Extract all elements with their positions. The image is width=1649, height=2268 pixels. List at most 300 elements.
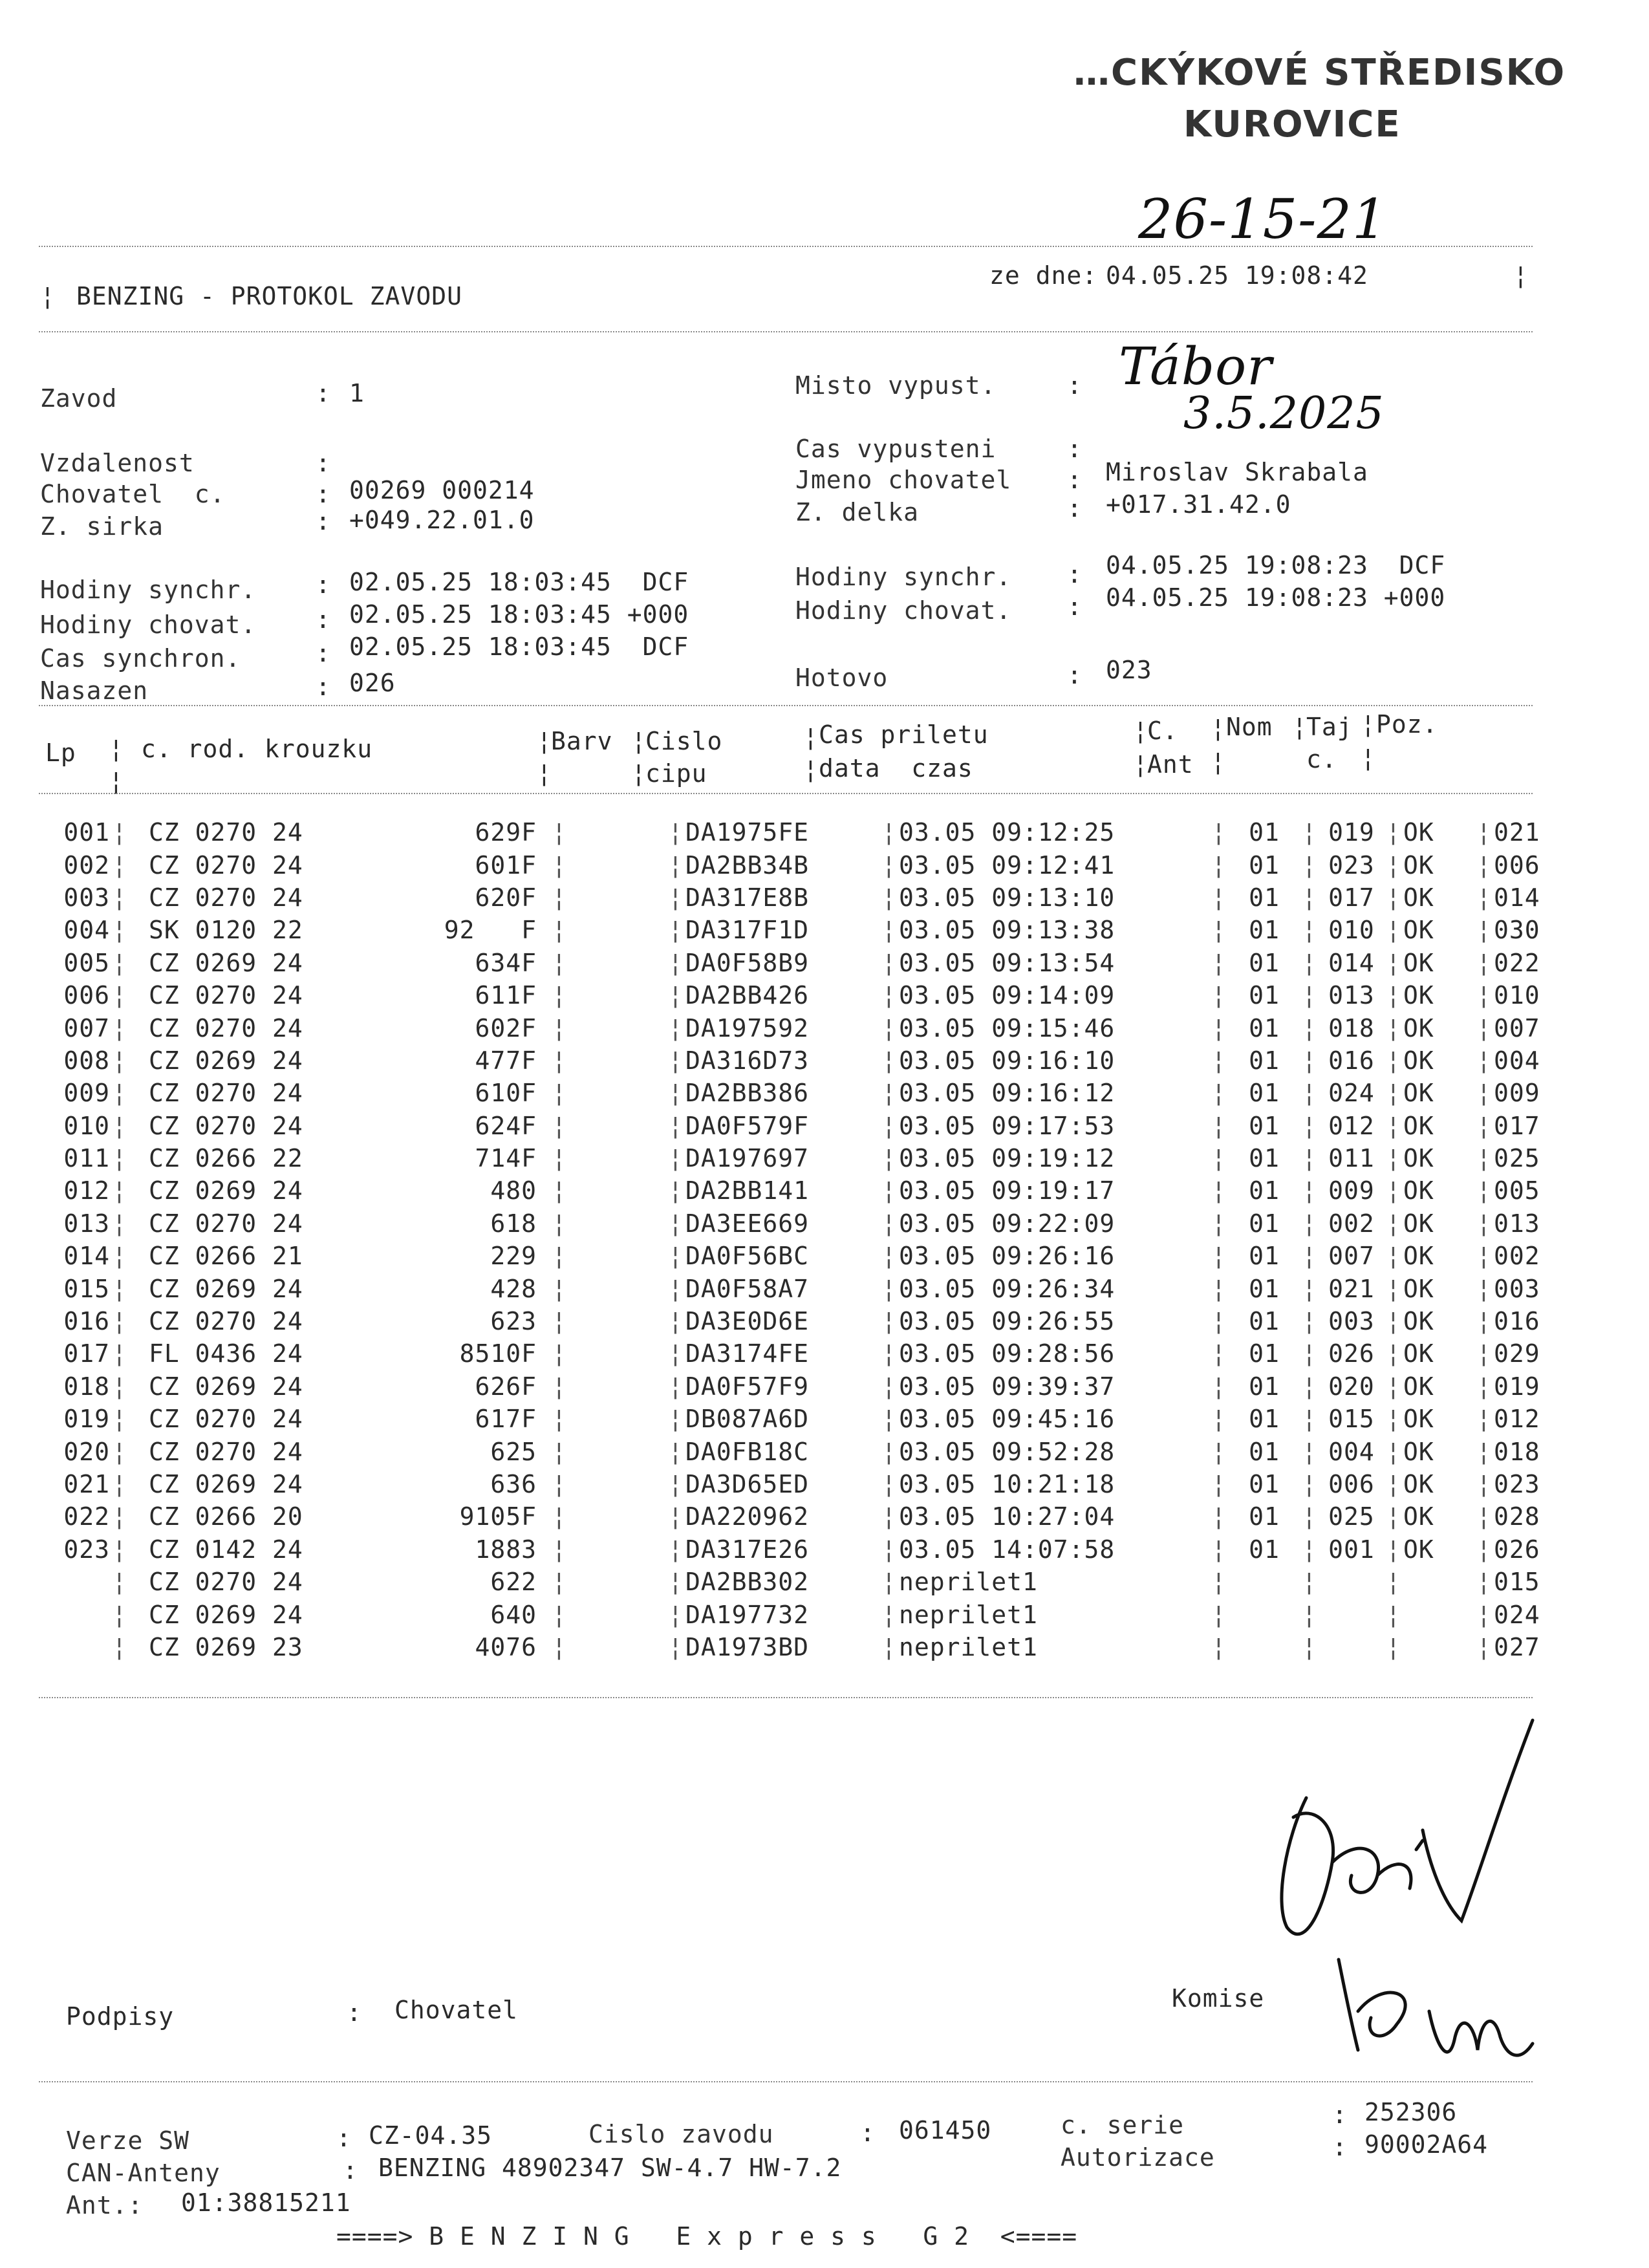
row-ring-cell bbox=[129, 1174, 550, 1207]
row-ant: 01 bbox=[1249, 1405, 1280, 1434]
row-sep: ¦ bbox=[1476, 1144, 1492, 1173]
row-barv bbox=[569, 1110, 666, 1142]
jmeno-value: Miroslav Skrabala bbox=[1106, 458, 1368, 486]
row-sep: ¦ bbox=[552, 1632, 567, 1661]
vzdalenost-label: Vzdalenost bbox=[40, 449, 195, 477]
row-chip: DA1975FE bbox=[685, 818, 810, 847]
row-chip: DA2BB141 bbox=[685, 1176, 810, 1205]
row-barv bbox=[569, 1500, 666, 1533]
colon: : bbox=[1067, 466, 1083, 494]
row-sep: ¦ bbox=[1211, 1274, 1227, 1303]
row-ring-number: 9105F bbox=[459, 1502, 537, 1531]
komise-label: Komise bbox=[1172, 1984, 1265, 2013]
row-sep: ¦ bbox=[112, 1502, 127, 1531]
row-sep: ¦ bbox=[668, 1274, 684, 1303]
row-ring: CZ 0270 24 bbox=[149, 1111, 303, 1140]
row-lp: 008 bbox=[63, 1046, 110, 1075]
row-sep: ¦ bbox=[552, 1079, 567, 1108]
row-ring-number: 624F bbox=[475, 1111, 537, 1140]
row-sep: ¦ bbox=[1386, 1274, 1401, 1303]
row-ring-cell bbox=[129, 881, 550, 914]
row-ring: CZ 0270 24 bbox=[149, 1209, 303, 1238]
row-barv bbox=[569, 1207, 666, 1240]
row-sep: ¦ bbox=[552, 1405, 567, 1434]
row-chip: DA0FB18C bbox=[685, 1437, 810, 1466]
row-sep: ¦ bbox=[1211, 1339, 1227, 1368]
row-sep: ¦ bbox=[1302, 1046, 1317, 1075]
row-barv bbox=[569, 947, 666, 979]
hodiny-chovat2-value: 04.05.25 19:08:23 +000 bbox=[1106, 583, 1446, 612]
row-lp: 009 bbox=[63, 1079, 110, 1108]
row-sep: ¦ bbox=[1211, 1372, 1227, 1401]
row-sep: ¦ bbox=[881, 1176, 897, 1205]
row-sep: ¦ bbox=[1211, 850, 1227, 880]
row-poz: 009 bbox=[1494, 1079, 1540, 1108]
row-lp: 004 bbox=[63, 916, 110, 945]
row-ant bbox=[1229, 1631, 1300, 1663]
row-time: 03.05 09:52:28 bbox=[899, 1437, 1116, 1466]
col-sep: ¦ bbox=[109, 735, 124, 763]
table-row bbox=[13, 1110, 1565, 1142]
row-ant: 01 bbox=[1249, 1372, 1280, 1401]
row-sep: ¦ bbox=[668, 883, 684, 912]
col-sep: ¦ bbox=[1361, 710, 1376, 739]
col-sep: ¦ bbox=[109, 767, 124, 795]
row-barv bbox=[569, 816, 666, 848]
row-ring-cell bbox=[129, 848, 550, 881]
serie-value: 252306 bbox=[1364, 2098, 1458, 2126]
row-chip: DA220962 bbox=[685, 1502, 810, 1531]
row-sep: ¦ bbox=[1386, 1046, 1401, 1075]
row-sep: ¦ bbox=[881, 850, 897, 880]
jmeno-label: Jmeno chovatel bbox=[795, 466, 1012, 494]
row-sep: ¦ bbox=[112, 981, 127, 1010]
cas-vypusteni-label: Cas vypusteni bbox=[795, 435, 997, 463]
row-time: 03.05 09:13:54 bbox=[899, 948, 1116, 977]
row-nom: 001 bbox=[1328, 1535, 1375, 1564]
row-sep: ¦ bbox=[552, 818, 567, 847]
row-sep: ¦ bbox=[1211, 981, 1227, 1010]
cislo-zavodu-value: 061450 bbox=[899, 2116, 992, 2144]
col-ant1: C. bbox=[1147, 717, 1178, 745]
row-sep: ¦ bbox=[1302, 1405, 1317, 1434]
row-poz: 019 bbox=[1494, 1372, 1540, 1401]
row-sep: ¦ bbox=[668, 818, 684, 847]
row-sep: ¦ bbox=[1211, 1307, 1227, 1336]
table-row bbox=[13, 1240, 1565, 1272]
row-sep: ¦ bbox=[1386, 1372, 1401, 1401]
hodiny-chovat2-label: Hodiny chovat. bbox=[795, 596, 1012, 625]
row-sep: ¦ bbox=[1211, 1176, 1227, 1205]
row-ring-number: 626F bbox=[475, 1372, 537, 1401]
row-sep: ¦ bbox=[881, 1079, 897, 1108]
col-ring: c. rod. krouzku bbox=[141, 735, 373, 763]
row-barv bbox=[569, 848, 666, 881]
row-sep: ¦ bbox=[112, 1013, 127, 1042]
brand-line: ====> B E N Z I N G E x p r e s s G 2 <==== bbox=[336, 2222, 1078, 2251]
row-time: neprilet1 bbox=[899, 1568, 1038, 1597]
row-ring-number: 610F bbox=[475, 1079, 537, 1108]
row-taj: OK bbox=[1403, 1405, 1434, 1434]
row-nom: 013 bbox=[1328, 981, 1375, 1010]
row-sep: ¦ bbox=[1302, 1274, 1317, 1303]
row-sep: ¦ bbox=[668, 948, 684, 977]
row-sep: ¦ bbox=[112, 916, 127, 945]
row-sep: ¦ bbox=[1476, 1079, 1492, 1108]
row-ring-cell bbox=[129, 914, 550, 946]
row-lp: 023 bbox=[63, 1535, 110, 1564]
row-ring: CZ 0269 24 bbox=[149, 948, 303, 977]
signature-chovatel-image bbox=[1267, 1707, 1578, 1979]
hodiny-chovat-label: Hodiny chovat. bbox=[40, 610, 257, 639]
row-chip: DA197697 bbox=[685, 1144, 810, 1173]
row-time: 03.05 09:26:55 bbox=[899, 1307, 1116, 1336]
row-taj: OK bbox=[1403, 1209, 1434, 1238]
row-sep: ¦ bbox=[668, 1339, 684, 1368]
col-sep: ¦ bbox=[1133, 750, 1148, 779]
row-ant: 01 bbox=[1249, 981, 1280, 1010]
row-chip: DA0F56BC bbox=[685, 1242, 810, 1271]
row-time: neprilet1 bbox=[899, 1632, 1038, 1661]
row-ring: CZ 0270 24 bbox=[149, 1568, 303, 1597]
row-ring-cell bbox=[129, 1631, 550, 1663]
row-lp: 013 bbox=[63, 1209, 110, 1238]
row-sep: ¦ bbox=[1476, 1405, 1492, 1434]
col-sep: ¦ bbox=[631, 759, 647, 788]
row-ring: CZ 0270 24 bbox=[149, 981, 303, 1010]
row-ring-cell bbox=[129, 816, 550, 848]
row-nom: 007 bbox=[1328, 1242, 1375, 1271]
row-sep: ¦ bbox=[1211, 1079, 1227, 1108]
row-sep: ¦ bbox=[1476, 1372, 1492, 1401]
row-sep: ¦ bbox=[1302, 1144, 1317, 1173]
row-time: 03.05 09:26:16 bbox=[899, 1242, 1116, 1271]
row-nom: 019 bbox=[1328, 818, 1375, 847]
row-time: 03.05 09:19:12 bbox=[899, 1144, 1116, 1173]
row-sep: ¦ bbox=[1476, 1437, 1492, 1466]
row-ring-cell bbox=[129, 1240, 550, 1272]
hodiny-synchr-value: 02.05.25 18:03:45 DCF bbox=[349, 568, 689, 596]
row-sep: ¦ bbox=[1476, 1307, 1492, 1336]
row-sep: ¦ bbox=[1476, 1535, 1492, 1564]
colon: : bbox=[336, 2124, 352, 2152]
misto-value-handwritten: Tábor bbox=[1119, 336, 1273, 396]
row-sep: ¦ bbox=[552, 1307, 567, 1336]
table-row bbox=[13, 979, 1565, 1011]
colon: : bbox=[1332, 2133, 1348, 2161]
row-sep: ¦ bbox=[1302, 1600, 1317, 1629]
row-ring: CZ 0270 24 bbox=[149, 1079, 303, 1108]
row-ring: CZ 0270 24 bbox=[149, 883, 303, 912]
row-nom: 024 bbox=[1328, 1079, 1375, 1108]
table-row bbox=[13, 1044, 1565, 1077]
row-sep: ¦ bbox=[1386, 1470, 1401, 1498]
row-chip: DA1973BD bbox=[685, 1632, 810, 1661]
row-sep: ¦ bbox=[881, 1405, 897, 1434]
row-sep: ¦ bbox=[1476, 1176, 1492, 1205]
row-sep: ¦ bbox=[552, 1046, 567, 1075]
row-sep: ¦ bbox=[1302, 1307, 1317, 1336]
row-sep: ¦ bbox=[552, 1209, 567, 1238]
row-sep: ¦ bbox=[668, 1568, 684, 1597]
row-taj: OK bbox=[1403, 818, 1434, 847]
row-ring: CZ 0266 20 bbox=[149, 1502, 303, 1531]
row-chip: DA2BB426 bbox=[685, 981, 810, 1010]
row-sep: ¦ bbox=[1302, 1079, 1317, 1108]
row-ring-cell bbox=[129, 1011, 550, 1044]
row-time: 03.05 10:21:18 bbox=[899, 1470, 1116, 1498]
row-ring: FL 0436 24 bbox=[149, 1339, 303, 1368]
autorizace-value: 90002A64 bbox=[1364, 2130, 1489, 2159]
row-ring: CZ 0142 24 bbox=[149, 1535, 303, 1564]
row-ring-cell bbox=[129, 1468, 550, 1500]
chovatel-value: 00269 000214 bbox=[349, 476, 535, 504]
row-sep: ¦ bbox=[1302, 1437, 1317, 1466]
row-chip: DA3174FE bbox=[685, 1339, 810, 1368]
row-ring-cell bbox=[129, 1142, 550, 1174]
col-ant2: Ant bbox=[1147, 750, 1194, 779]
col-sep: ¦ bbox=[1361, 744, 1376, 772]
row-sep: ¦ bbox=[112, 1046, 127, 1075]
row-chip: DB087A6D bbox=[685, 1405, 810, 1434]
row-sep: ¦ bbox=[1302, 1502, 1317, 1531]
row-sep: ¦ bbox=[1211, 1242, 1227, 1271]
row-ring-cell bbox=[129, 1598, 550, 1630]
table-row bbox=[13, 816, 1565, 848]
row-sep: ¦ bbox=[1302, 1372, 1317, 1401]
row-barv bbox=[569, 1044, 666, 1077]
row-sep: ¦ bbox=[112, 1535, 127, 1564]
row-sep: ¦ bbox=[881, 981, 897, 1010]
row-sep: ¦ bbox=[881, 1209, 897, 1238]
row-sep: ¦ bbox=[1302, 1339, 1317, 1368]
row-ant: 01 bbox=[1249, 1274, 1280, 1303]
row-sep: ¦ bbox=[881, 818, 897, 847]
row-ant bbox=[1229, 1598, 1300, 1630]
date-value: 04.05.25 19:08:42 bbox=[1106, 261, 1368, 290]
col-sep: ¦ bbox=[1133, 717, 1148, 745]
colon: : bbox=[1067, 435, 1083, 463]
row-taj: OK bbox=[1403, 1013, 1434, 1042]
row-chip: DA0F58A7 bbox=[685, 1274, 810, 1303]
chovatel-label: Chovatel c. bbox=[40, 480, 226, 508]
row-sep: ¦ bbox=[112, 850, 127, 880]
row-sep: ¦ bbox=[881, 1568, 897, 1597]
row-sep: ¦ bbox=[881, 916, 897, 945]
row-sep: ¦ bbox=[668, 1502, 684, 1531]
table-row bbox=[13, 1174, 1565, 1207]
row-ring-number: 623 bbox=[490, 1307, 537, 1336]
row-ring-number: 617F bbox=[475, 1405, 537, 1434]
row-time: 03.05 09:45:16 bbox=[899, 1405, 1116, 1434]
row-sep: ¦ bbox=[1476, 916, 1492, 945]
col-lp: Lp bbox=[45, 739, 76, 767]
row-ant: 01 bbox=[1249, 948, 1280, 977]
row-taj: OK bbox=[1403, 1079, 1434, 1108]
row-sep: ¦ bbox=[881, 1600, 897, 1629]
row-ring-number: 480 bbox=[490, 1176, 537, 1205]
row-sep: ¦ bbox=[881, 1632, 897, 1661]
row-sep: ¦ bbox=[1476, 1632, 1492, 1661]
row-chip: DA197592 bbox=[685, 1013, 810, 1042]
hodiny-synchr2-value: 04.05.25 19:08:23 DCF bbox=[1106, 551, 1446, 579]
row-ant: 01 bbox=[1249, 1535, 1280, 1564]
row-sep: ¦ bbox=[1386, 1568, 1401, 1597]
row-nom: 020 bbox=[1328, 1372, 1375, 1401]
colon: : bbox=[316, 507, 331, 535]
row-nom: 015 bbox=[1328, 1405, 1375, 1434]
row-ring-cell bbox=[129, 1566, 550, 1598]
row-ring-number: 625 bbox=[490, 1437, 537, 1466]
row-ring-number: 629F bbox=[475, 818, 537, 847]
row-poz: 005 bbox=[1494, 1176, 1540, 1205]
row-sep: ¦ bbox=[552, 1535, 567, 1564]
row-poz: 013 bbox=[1494, 1209, 1540, 1238]
row-chip: DA2BB302 bbox=[685, 1568, 810, 1597]
row-sep: ¦ bbox=[112, 1176, 127, 1205]
hotovo-label: Hotovo bbox=[795, 664, 889, 692]
row-time: 03.05 09:28:56 bbox=[899, 1339, 1116, 1368]
row-sep: ¦ bbox=[552, 850, 567, 880]
row-sep: ¦ bbox=[881, 1274, 897, 1303]
row-sep: ¦ bbox=[112, 1568, 127, 1597]
row-chip: DA0F57F9 bbox=[685, 1372, 810, 1401]
row-ring-number: 636 bbox=[490, 1470, 537, 1498]
row-sep: ¦ bbox=[552, 1502, 567, 1531]
row-sep: ¦ bbox=[1386, 1339, 1401, 1368]
row-nom: 004 bbox=[1328, 1437, 1375, 1466]
row-nom bbox=[1319, 1598, 1384, 1630]
row-sep: ¦ bbox=[1302, 850, 1317, 880]
row-sep: ¦ bbox=[1302, 981, 1317, 1010]
row-sep: ¦ bbox=[1386, 1242, 1401, 1271]
row-sep: ¦ bbox=[1476, 1013, 1492, 1042]
row-poz: 016 bbox=[1494, 1307, 1540, 1336]
table-row bbox=[13, 1533, 1565, 1566]
row-ring-number: 634F bbox=[475, 948, 537, 977]
colon: : bbox=[1067, 661, 1083, 689]
col-sep: ¦ bbox=[631, 727, 647, 755]
misto-label: Misto vypust. bbox=[795, 371, 997, 400]
row-sep: ¦ bbox=[1476, 1339, 1492, 1368]
can-anteny-label: CAN-Anteny bbox=[66, 2159, 221, 2187]
row-sep: ¦ bbox=[668, 1600, 684, 1629]
row-sep: ¦ bbox=[1386, 916, 1401, 945]
row-nom bbox=[1319, 1566, 1384, 1598]
row-time: 03.05 09:26:34 bbox=[899, 1274, 1116, 1303]
row-taj: OK bbox=[1403, 1307, 1434, 1336]
row-sep: ¦ bbox=[1386, 1437, 1401, 1466]
protocol-title: BENZING - PROTOKOL ZAVODU bbox=[76, 282, 462, 310]
row-sep: ¦ bbox=[1476, 850, 1492, 880]
row-sep: ¦ bbox=[1476, 1209, 1492, 1238]
row-lp: 005 bbox=[63, 948, 110, 977]
row-sep: ¦ bbox=[668, 1176, 684, 1205]
row-taj bbox=[1403, 1598, 1474, 1630]
divider bbox=[39, 705, 1533, 706]
row-sep: ¦ bbox=[1476, 1046, 1492, 1075]
row-sep: ¦ bbox=[112, 818, 127, 847]
row-poz: 028 bbox=[1494, 1502, 1540, 1531]
row-ant: 01 bbox=[1249, 1144, 1280, 1173]
row-sep: ¦ bbox=[1476, 1111, 1492, 1140]
zsirka-value: +049.22.01.0 bbox=[349, 506, 535, 534]
row-barv bbox=[569, 1370, 666, 1403]
row-chip: DA317E8B bbox=[685, 883, 810, 912]
row-poz: 025 bbox=[1494, 1144, 1540, 1173]
row-sep: ¦ bbox=[881, 1372, 897, 1401]
row-taj: OK bbox=[1403, 1470, 1434, 1498]
row-ring: CZ 0270 24 bbox=[149, 1437, 303, 1466]
row-sep: ¦ bbox=[668, 1470, 684, 1498]
row-sep: ¦ bbox=[112, 948, 127, 977]
row-taj: OK bbox=[1403, 850, 1434, 880]
row-taj: OK bbox=[1403, 1144, 1434, 1173]
col-sep: ¦ bbox=[537, 759, 552, 788]
row-sep: ¦ bbox=[668, 1372, 684, 1401]
row-sep: ¦ bbox=[1302, 883, 1317, 912]
row-poz: 012 bbox=[1494, 1405, 1540, 1434]
row-taj: OK bbox=[1403, 1535, 1434, 1564]
row-sep: ¦ bbox=[1302, 1632, 1317, 1661]
row-nom: 014 bbox=[1328, 948, 1375, 977]
row-sep: ¦ bbox=[668, 1632, 684, 1661]
row-ant: 01 bbox=[1249, 883, 1280, 912]
row-ant: 01 bbox=[1249, 1437, 1280, 1466]
row-chip: DA317E26 bbox=[685, 1535, 810, 1564]
row-sep: ¦ bbox=[1211, 818, 1227, 847]
row-sep: ¦ bbox=[881, 1339, 897, 1368]
divider bbox=[39, 246, 1533, 247]
row-poz: 027 bbox=[1494, 1632, 1540, 1661]
row-sep: ¦ bbox=[552, 1470, 567, 1498]
col-poz: Poz. bbox=[1376, 710, 1438, 739]
row-sep: ¦ bbox=[1302, 1470, 1317, 1498]
row-ant: 01 bbox=[1249, 1502, 1280, 1531]
ant-label: Ant.: bbox=[66, 2191, 144, 2219]
colon: : bbox=[316, 639, 331, 667]
row-ring: CZ 0266 21 bbox=[149, 1242, 303, 1271]
colon: : bbox=[347, 1998, 362, 2027]
row-time: 03.05 10:27:04 bbox=[899, 1502, 1116, 1531]
row-ant: 01 bbox=[1249, 1046, 1280, 1075]
zavod-value: 1 bbox=[349, 379, 365, 407]
row-barv bbox=[569, 914, 666, 946]
row-time: 03.05 09:19:17 bbox=[899, 1176, 1116, 1205]
row-barv bbox=[569, 1566, 666, 1598]
row-lp: 017 bbox=[63, 1339, 110, 1368]
row-taj: OK bbox=[1403, 1502, 1434, 1531]
row-ring: CZ 0269 24 bbox=[149, 1470, 303, 1498]
row-sep: ¦ bbox=[1211, 1111, 1227, 1140]
row-sep: ¦ bbox=[668, 1013, 684, 1042]
row-ring-number: 611F bbox=[475, 981, 537, 1010]
row-sep: ¦ bbox=[1211, 1209, 1227, 1238]
row-ant: 01 bbox=[1249, 850, 1280, 880]
row-lp: 001 bbox=[63, 818, 110, 847]
row-time: 03.05 09:17:53 bbox=[899, 1111, 1116, 1140]
zdelka-value: +017.31.42.0 bbox=[1106, 490, 1291, 519]
colon: : bbox=[316, 605, 331, 634]
row-sep: ¦ bbox=[1386, 1144, 1401, 1173]
ant-value: 01:38815211 bbox=[181, 2188, 351, 2217]
table-row bbox=[13, 1500, 1565, 1533]
row-ant: 01 bbox=[1249, 1307, 1280, 1336]
row-sep: ¦ bbox=[881, 1535, 897, 1564]
row-sep: ¦ bbox=[112, 1372, 127, 1401]
nasazen-label: Nasazen bbox=[40, 676, 149, 705]
row-ring: CZ 0270 24 bbox=[149, 818, 303, 847]
